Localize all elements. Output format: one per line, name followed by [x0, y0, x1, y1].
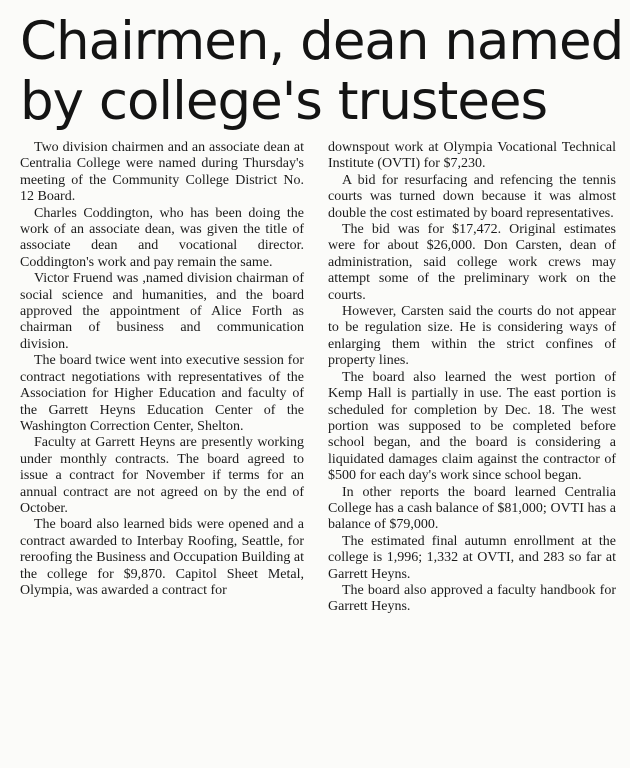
headline	[20, 11, 624, 132]
paragraph: The estimated final autumn enrollment at the college is 1,996; 1,332 at OVTI, and 283 so far at Garrett Heyns.	[328, 533, 616, 582]
paragraph: Two division chairmen and an associate dean at Centralia College were named during Thursday's meeting of the Community College District No. 12 Board.	[20, 140, 304, 205]
article-body	[20, 140, 616, 616]
paragraph: Faculty at Garrett Heyns are presently working under monthly contracts. The board agreed to issue a contract for November if terms for an annual contract are not agreed on by the end of October.	[20, 435, 304, 516]
paragraph: The bid was for $17,472. Original estimates were for about $26,000. Don Carsten, dean of administration, said college work crews may attempt some of the preliminary work on the courts.	[328, 222, 616, 303]
left-column	[20, 140, 304, 616]
paragraph: Charles Coddington, who has been doing the work of an associate dean, was given the title of associate dean and vocational director. Coddington's work and pay remain the same.	[20, 205, 304, 270]
headline-line-1: Chairmen, dean named	[20, 11, 624, 72]
paragraph: The board also approved a faculty handbook for Garrett Heyns.	[328, 582, 616, 615]
paragraph: The board also learned the west portion of Kemp Hall is partially in use. The east portion is scheduled for completion by Dec. 18. The west portion was supposed to be completed before school began, and the board is considering a liquidated damages claim against the contractor of $500 for each day's work since school began.	[328, 369, 616, 484]
headline-line-2: by college's trustees	[20, 71, 548, 132]
paragraph: The board twice went into executive session for contract negotiations with representatives of the Association for Higher Education and faculty of the Garrett Heyns Education Center of the Washington Correction Center, Shelton.	[20, 353, 304, 434]
right-column	[328, 140, 616, 616]
paragraph: A bid for resurfacing and refencing the tennis courts was turned down because it was almost double the cost estimated by board representatives.	[328, 172, 616, 221]
paragraph: However, Carsten said the courts do not appear to be regulation size. He is considering ways of enlarging them within the strict confines of property lines.	[328, 304, 616, 369]
paragraph: In other reports the board learned Centralia College has a cash balance of $81,000; OVTI has a balance of $79,000.	[328, 484, 616, 533]
paragraph: The board also learned bids were opened and a contract awarded to Interbay Roofing, Seattle, for reroofing the Business and Occupation Building at the college for $9,870. Capitol Sheet Metal, Olympia, was awarded a contract for	[20, 517, 304, 598]
paragraph-continued: downspout work at Olympia Vocational Technical Institute (OVTI) for $7,230.	[328, 140, 616, 172]
paragraph: Victor Fruend was ,named division chairman of social science and humanities, and the board approved the appointment of Alice Forth as chairman of business and communication division.	[20, 271, 304, 352]
